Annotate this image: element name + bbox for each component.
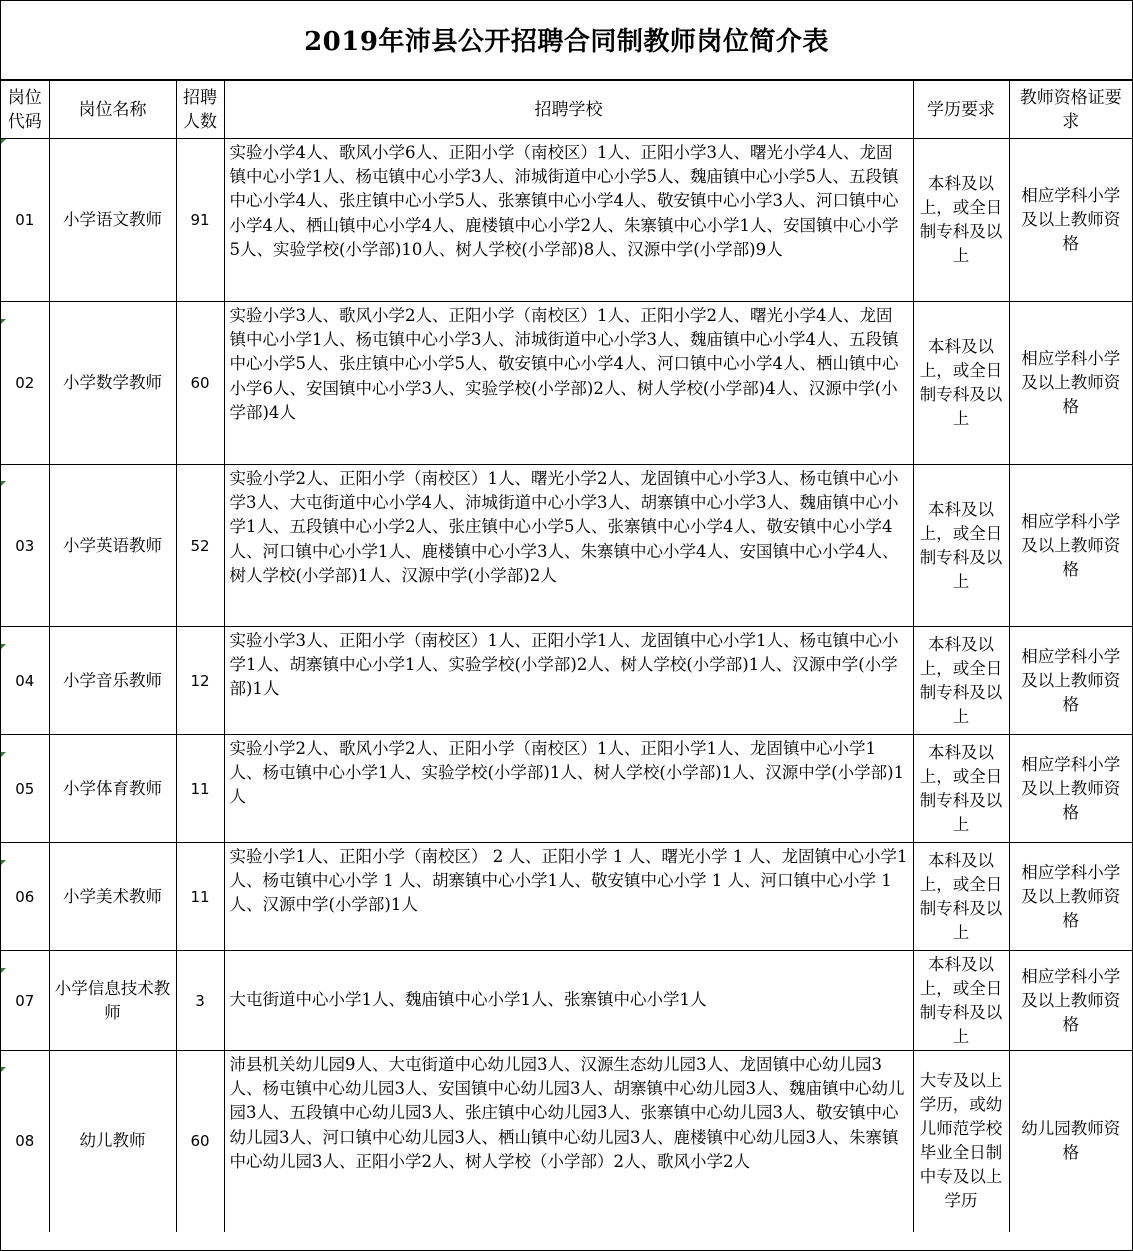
cell-certificate: 相应学科小学及以上教师资格 bbox=[1009, 951, 1132, 1051]
cell-count: 11 bbox=[176, 735, 224, 843]
cell-marker-icon bbox=[1, 319, 6, 324]
cell-count: 60 bbox=[176, 1051, 224, 1232]
table-row bbox=[1, 951, 1132, 1051]
cell-marker-icon bbox=[1, 860, 6, 865]
page-title: 2019年沛县公开招聘合同制教师岗位简介表 bbox=[1, 1, 1132, 80]
cell-education: 本科及以上，或全日制专科及以上 bbox=[913, 951, 1009, 1051]
cell-schools: 实验小学2人、歌风小学2人、正阳小学（南校区）1人、正阳小学1人、龙固镇中心小学1人、杨屯镇中心小学1人、实验学校(小学部)1人、树人学校(小学部)1人、汉源中学(小学部)1人 bbox=[224, 735, 913, 843]
cell-education: 本科及以上，或全日制专科及以上 bbox=[913, 139, 1009, 302]
header-name: 岗位名称 bbox=[49, 81, 176, 139]
cell-count: 91 bbox=[176, 139, 224, 302]
cell-code: 04 bbox=[1, 627, 49, 735]
table-row bbox=[1, 1051, 1132, 1232]
cell-schools: 实验小学3人、歌风小学2人、正阳小学（南校区）1人、正阳小学2人、曙光小学4人、龙固镇中心小学1人、杨屯镇中心小学3人、沛城街道中心小学3人、魏庙镇中心小学4人、五段镇中心小学5人、张庄镇中心小学5人、敬安镇中心小学4人、河口镇中心小学4人、栖山镇中心小学6人、安国镇中心小学3人、实验学校(小学部)2人、树人学校(小学部)4人、汉源中学(小学部)4人 bbox=[224, 302, 913, 465]
cell-count: 12 bbox=[176, 627, 224, 735]
cell-marker-icon bbox=[1, 644, 6, 649]
header-education: 学历要求 bbox=[913, 81, 1009, 139]
cell-certificate: 相应学科小学及以上教师资格 bbox=[1009, 139, 1132, 302]
cell-education: 本科及以上，或全日制专科及以上 bbox=[913, 735, 1009, 843]
cell-marker-icon bbox=[1, 968, 6, 973]
cell-certificate: 相应学科小学及以上教师资格 bbox=[1009, 627, 1132, 735]
cell-count: 52 bbox=[176, 465, 224, 627]
header-row bbox=[1, 81, 1132, 139]
cell-name: 小学语文教师 bbox=[49, 139, 176, 302]
cell-certificate: 相应学科小学及以上教师资格 bbox=[1009, 302, 1132, 465]
cell-code: 02 bbox=[1, 302, 49, 465]
header-code: 岗位代码 bbox=[1, 81, 49, 139]
cell-name: 小学音乐教师 bbox=[49, 627, 176, 735]
cell-code: 03 bbox=[1, 465, 49, 627]
cell-code: 07 bbox=[1, 951, 49, 1051]
cell-marker-icon bbox=[1, 1067, 6, 1072]
positions-table bbox=[1, 80, 1132, 1232]
cell-code: 05 bbox=[1, 735, 49, 843]
header-schools: 招聘学校 bbox=[224, 81, 913, 139]
cell-schools: 实验小学2人、正阳小学（南校区）1人、曙光小学2人、龙固镇中心小学3人、杨屯镇中心小学3人、大屯街道中心小学4人、沛城街道中心小学3人、胡寨镇中心小学3人、魏庙镇中心小学1人、五段镇中心小学2人、张庄镇中心小学5人、张寨镇中心小学4人、敬安镇中心小学4人、河口镇中心小学1人、鹿楼镇中心小学3人、朱寨镇中心小学4人、安国镇中心小学4人、树人学校(小学部)1人、汉源中学(小学部)2人 bbox=[224, 465, 913, 627]
cell-name: 小学信息技术教师 bbox=[49, 951, 176, 1051]
cell-schools: 实验小学4人、歌风小学6人、正阳小学（南校区）1人、正阳小学3人、曙光小学4人、龙固镇中心小学1人、杨屯镇中心小学3人、沛城街道中心小学5人、魏庙镇中心小学5人、五段镇中心小学4人、张庄镇中心小学5人、张寨镇中心小学4人、敬安镇中心小学3人、河口镇中心小学4人、栖山镇中心小学4人、鹿楼镇中心小学2人、朱寨镇中心小学1人、安国镇中心小学5人、实验学校(小学部)10人、树人学校(小学部)8人、汉源中学(小学部)9人 bbox=[224, 139, 913, 302]
cell-name: 小学英语教师 bbox=[49, 465, 176, 627]
cell-code: 08 bbox=[1, 1051, 49, 1232]
header-count: 招聘人数 bbox=[176, 81, 224, 139]
cell-marker-icon bbox=[1, 139, 6, 144]
header-certificate: 教师资格证要求 bbox=[1009, 81, 1132, 139]
cell-name: 小学美术教师 bbox=[49, 843, 176, 951]
cell-name: 幼儿教师 bbox=[49, 1051, 176, 1232]
cell-schools: 沛县机关幼儿园9人、大屯街道中心幼儿园3人、汉源生态幼儿园3人、龙固镇中心幼儿园3人、杨屯镇中心幼儿园3人、安国镇中心幼儿园3人、胡寨镇中心幼儿园3人、魏庙镇中心幼儿园3人、五段镇中心幼儿园3人、张庄镇中心幼儿园3人、张寨镇中心幼儿园3人、敬安镇中心幼儿园3人、河口镇中心幼儿园3人、栖山镇中心幼儿园3人、鹿楼镇中心幼儿园3人、朱寨镇中心幼儿园3人、正阳小学2人、树人学校（小学部）2人、歌风小学2人 bbox=[224, 1051, 913, 1232]
cell-education: 本科及以上，或全日制专科及以上 bbox=[913, 465, 1009, 627]
cell-count: 60 bbox=[176, 302, 224, 465]
cell-schools: 实验小学1人、正阳小学（南校区） 2 人、正阳小学 1 人、曙光小学 1 人、龙固镇中心小学1人、杨屯镇中心小学 1 人、胡寨镇中心小学1人、敬安镇中心小学 1 人、河口镇中心小学 1 人、汉源中学(小学部)1人 bbox=[224, 843, 913, 951]
cell-name: 小学数学教师 bbox=[49, 302, 176, 465]
cell-education: 本科及以上，或全日制专科及以上 bbox=[913, 302, 1009, 465]
cell-education: 本科及以上，或全日制专科及以上 bbox=[913, 843, 1009, 951]
cell-marker-icon bbox=[1, 481, 6, 486]
cell-certificate: 相应学科小学及以上教师资格 bbox=[1009, 843, 1132, 951]
cell-certificate: 相应学科小学及以上教师资格 bbox=[1009, 735, 1132, 843]
cell-certificate: 相应学科小学及以上教师资格 bbox=[1009, 465, 1132, 627]
cell-name: 小学体育教师 bbox=[49, 735, 176, 843]
table-row bbox=[1, 735, 1132, 843]
table-row bbox=[1, 139, 1132, 302]
table-row bbox=[1, 843, 1132, 951]
cell-schools: 大屯街道中心小学1人、魏庙镇中心小学1人、张寨镇中心小学1人 bbox=[224, 951, 913, 1051]
cell-certificate: 幼儿园教师资格 bbox=[1009, 1051, 1132, 1232]
cell-education: 本科及以上，或全日制专科及以上 bbox=[913, 627, 1009, 735]
table-row bbox=[1, 465, 1132, 627]
cell-marker-icon bbox=[1, 752, 6, 757]
cell-code: 01 bbox=[1, 139, 49, 302]
table-row bbox=[1, 302, 1132, 465]
cell-schools: 实验小学3人、正阳小学（南校区）1人、正阳小学1人、龙固镇中心小学1人、杨屯镇中心小学1人、胡寨镇中心小学1人、实验学校(小学部)2人、树人学校(小学部)1人、汉源中学(小学部)1人 bbox=[224, 627, 913, 735]
cell-education: 大专及以上学历，或幼儿师范学校毕业全日制中专及以上学历 bbox=[913, 1051, 1009, 1232]
cell-count: 11 bbox=[176, 843, 224, 951]
table-row bbox=[1, 627, 1132, 735]
cell-code: 06 bbox=[1, 843, 49, 951]
cell-count: 3 bbox=[176, 951, 224, 1051]
